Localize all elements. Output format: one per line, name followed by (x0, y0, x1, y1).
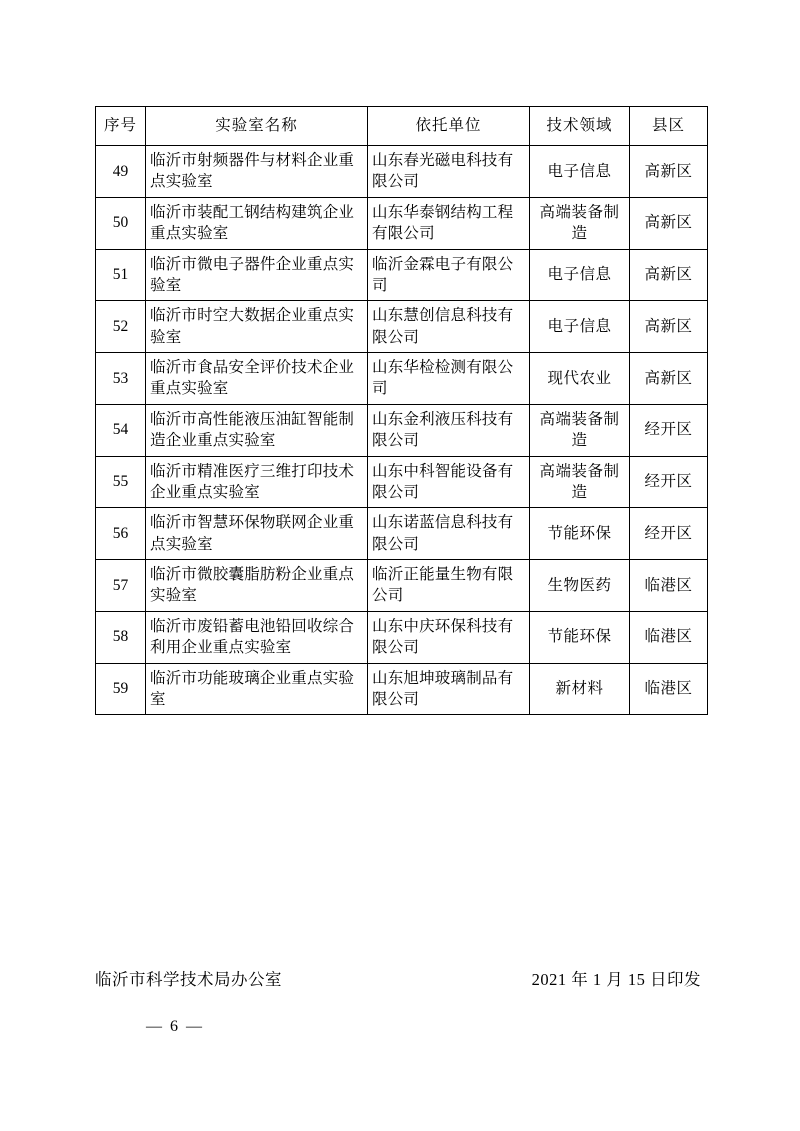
cell-area: 高新区 (630, 146, 708, 198)
column-header-unit: 依托单位 (368, 107, 530, 146)
cell-unit: 山东金利液压科技有限公司 (368, 404, 530, 456)
laboratory-table-container (95, 106, 707, 715)
cell-no: 57 (96, 560, 146, 612)
column-header-name: 实验室名称 (146, 107, 368, 146)
cell-name: 临沂市时空大数据企业重点实验室 (146, 301, 368, 353)
cell-field: 电子信息 (530, 146, 630, 198)
column-header-no: 序号 (96, 107, 146, 146)
table-row (96, 611, 708, 663)
cell-unit: 山东华泰钢结构工程有限公司 (368, 197, 530, 249)
cell-name: 临沂市微电子器件企业重点实验室 (146, 249, 368, 301)
cell-no: 54 (96, 404, 146, 456)
table-header-row (96, 107, 708, 146)
column-header-field: 技术领域 (530, 107, 630, 146)
cell-field: 生物医药 (530, 560, 630, 612)
table-header (96, 107, 708, 146)
cell-field: 电子信息 (530, 301, 630, 353)
cell-unit: 临沂正能量生物有限公司 (368, 560, 530, 612)
cell-name: 临沂市食品安全评价技术企业重点实验室 (146, 353, 368, 405)
page-number: — 6 — (146, 1018, 204, 1035)
cell-unit: 山东华检检测有限公司 (368, 353, 530, 405)
cell-area: 临港区 (630, 560, 708, 612)
cell-field: 新材料 (530, 663, 630, 715)
table-body (96, 146, 708, 715)
table-row (96, 353, 708, 405)
cell-area: 高新区 (630, 249, 708, 301)
cell-no: 58 (96, 611, 146, 663)
cell-name: 临沂市装配工钢结构建筑企业重点实验室 (146, 197, 368, 249)
column-header-area: 县区 (630, 107, 708, 146)
cell-area: 临港区 (630, 611, 708, 663)
table-row (96, 249, 708, 301)
cell-unit: 山东中庆环保科技有限公司 (368, 611, 530, 663)
cell-no: 50 (96, 197, 146, 249)
cell-field: 现代农业 (530, 353, 630, 405)
cell-name: 临沂市射频器件与材料企业重点实验室 (146, 146, 368, 198)
cell-area: 临港区 (630, 663, 708, 715)
table-row (96, 197, 708, 249)
cell-unit: 山东旭坤玻璃制品有限公司 (368, 663, 530, 715)
cell-no: 49 (96, 146, 146, 198)
cell-field: 高端装备制造 (530, 197, 630, 249)
cell-no: 55 (96, 456, 146, 508)
cell-name: 临沂市智慧环保物联网企业重点实验室 (146, 508, 368, 560)
cell-area: 高新区 (630, 353, 708, 405)
cell-name: 临沂市精准医疗三维打印技术企业重点实验室 (146, 456, 368, 508)
document-footer (95, 966, 707, 990)
cell-no: 52 (96, 301, 146, 353)
cell-area: 经开区 (630, 404, 708, 456)
footer-date: 2021 年 1 月 15 日印发 (531, 970, 701, 989)
cell-unit: 山东春光磁电科技有限公司 (368, 146, 530, 198)
cell-no: 56 (96, 508, 146, 560)
table-row (96, 456, 708, 508)
cell-field: 高端装备制造 (530, 456, 630, 508)
cell-name: 临沂市高性能液压油缸智能制造企业重点实验室 (146, 404, 368, 456)
cell-area: 经开区 (630, 508, 708, 560)
cell-area: 高新区 (630, 301, 708, 353)
cell-no: 53 (96, 353, 146, 405)
cell-area: 高新区 (630, 197, 708, 249)
cell-field: 节能环保 (530, 611, 630, 663)
table-row (96, 146, 708, 198)
cell-field: 节能环保 (530, 508, 630, 560)
table-row (96, 560, 708, 612)
cell-no: 59 (96, 663, 146, 715)
cell-area: 经开区 (630, 456, 708, 508)
cell-name: 临沂市废铅蓄电池铅回收综合利用企业重点实验室 (146, 611, 368, 663)
cell-name: 临沂市功能玻璃企业重点实验室 (146, 663, 368, 715)
cell-name: 临沂市微胶囊脂肪粉企业重点实验室 (146, 560, 368, 612)
cell-unit: 山东慧创信息科技有限公司 (368, 301, 530, 353)
cell-no: 51 (96, 249, 146, 301)
table-row (96, 301, 708, 353)
table-row (96, 663, 708, 715)
table-row (96, 508, 708, 560)
cell-unit: 临沂金霖电子有限公司 (368, 249, 530, 301)
cell-field: 高端装备制造 (530, 404, 630, 456)
cell-unit: 山东诺蓝信息科技有限公司 (368, 508, 530, 560)
table-row (96, 404, 708, 456)
cell-field: 电子信息 (530, 249, 630, 301)
footer-issuer: 临沂市科学技术局办公室 (95, 970, 282, 989)
cell-unit: 山东中科智能设备有限公司 (368, 456, 530, 508)
laboratory-table (95, 106, 708, 715)
